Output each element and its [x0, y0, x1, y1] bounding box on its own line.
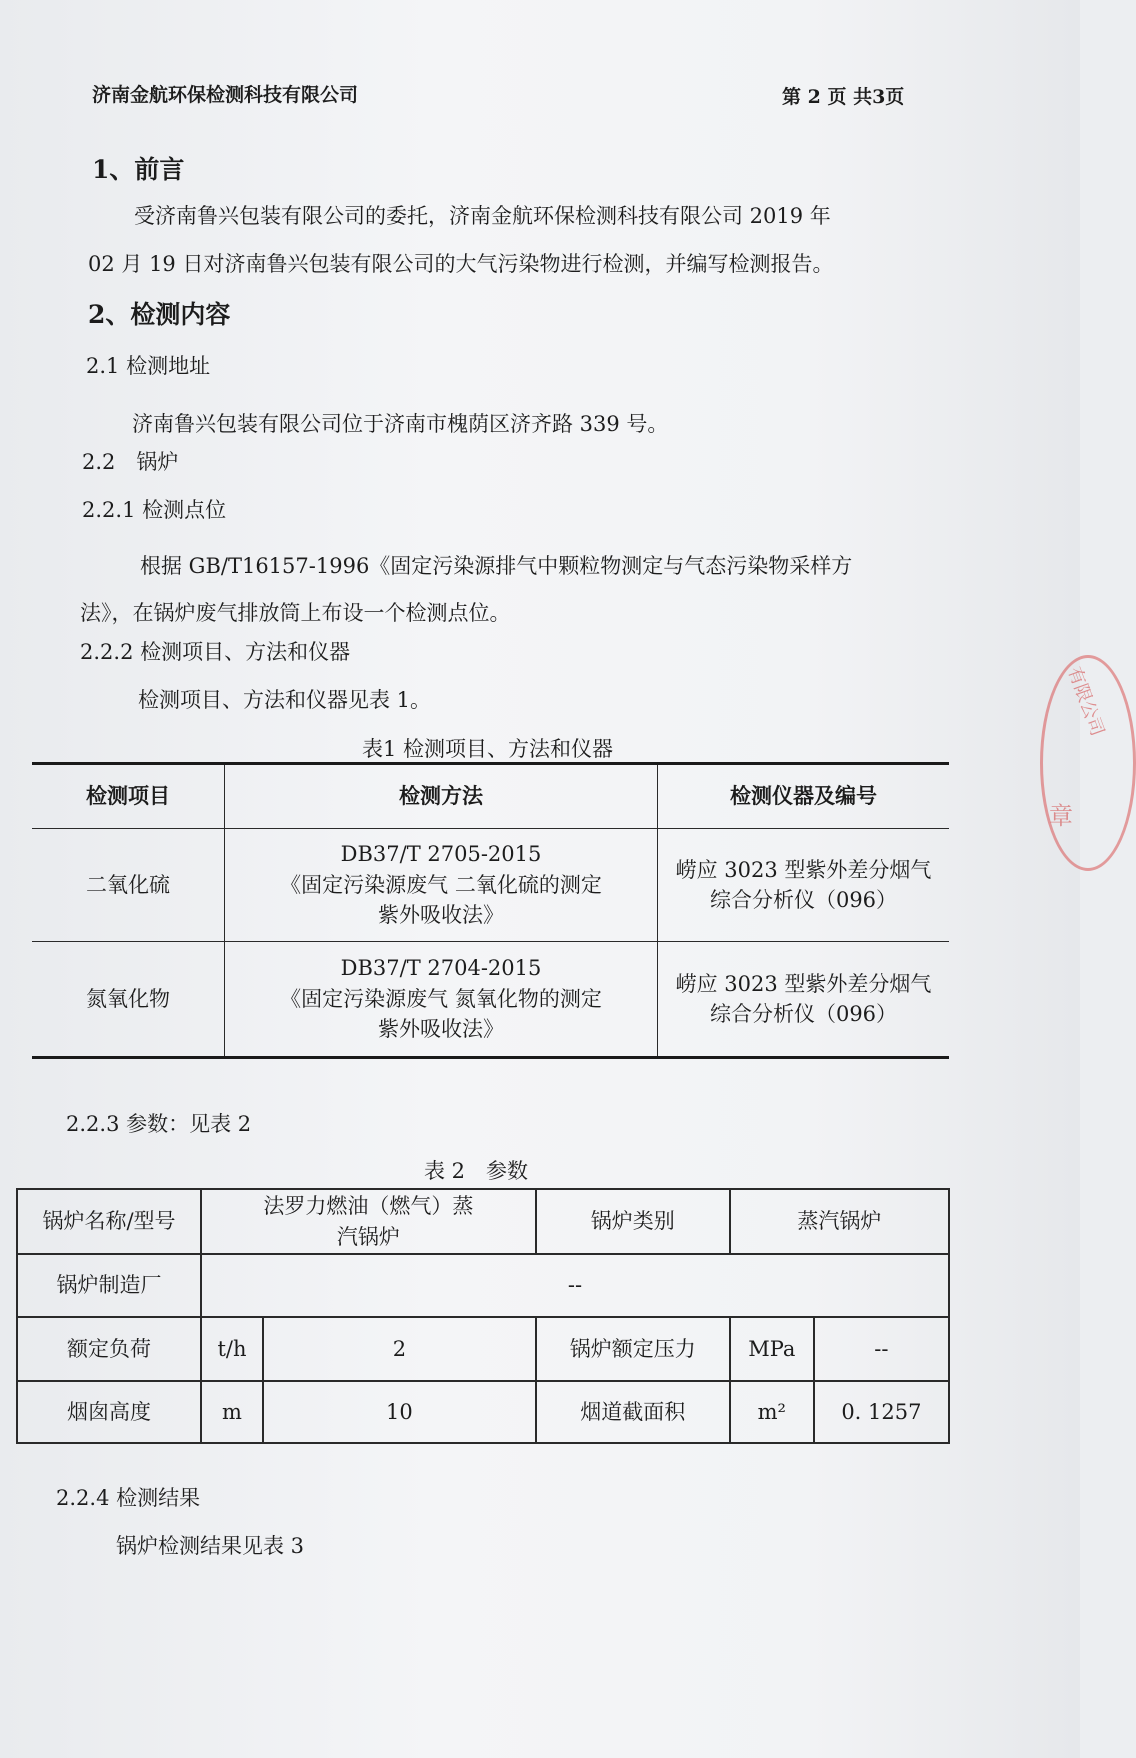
boiler-name-line-2: 汽锅炉: [336, 1224, 400, 1249]
section-2-2-1-title: 2.2.1 检测点位: [82, 498, 227, 522]
boiler-name-line-1: 法罗力燃油（燃气）蒸: [263, 1194, 474, 1219]
t1-instrument: [658, 942, 950, 1058]
method-name: 《固定污染源废气 氮氧化物的测定: [280, 986, 602, 1011]
t2-label-chimney-height: 烟囱高度: [17, 1381, 201, 1443]
t1-method: [225, 829, 658, 942]
t2-label-rated-load: 额定负荷: [17, 1317, 201, 1381]
instrument-line-1: 崂应 3023 型紫外差分烟气: [675, 857, 932, 882]
section-2-1-title: 2.1 检测地址: [86, 354, 211, 378]
t2-label-flue-area: 烟道截面积: [536, 1381, 730, 1443]
method-standard: DB37/T 2704-2015: [340, 956, 542, 981]
table-row: [17, 1381, 949, 1443]
table-row: [32, 942, 949, 1058]
t1-instrument: [658, 829, 950, 942]
t2-value-manufacturer: --: [201, 1254, 949, 1317]
table-row: [17, 1189, 949, 1254]
point-line-2: 法》，在锅炉废气排放筒上布设一个检测点位。: [80, 601, 511, 625]
company-header: 济南金航环保检测科技有限公司: [92, 84, 359, 106]
t1-header-item: 检测项目: [32, 764, 225, 829]
table-2: [16, 1188, 950, 1444]
table-row: [32, 829, 949, 942]
address-text: 济南鲁兴包装有限公司位于济南市槐荫区济齐路 339 号。: [132, 412, 669, 436]
table-row: [17, 1254, 949, 1317]
instrument-line-2: 综合分析仪（096）: [709, 888, 898, 912]
table-2-caption: 表 2 参数: [424, 1159, 529, 1183]
stamp-char: 章: [1049, 802, 1073, 830]
t2-label-boiler-type: 锅炉类别: [536, 1189, 730, 1254]
stamp-text: 有限公司: [1063, 664, 1108, 739]
t1-header-instrument: 检测仪器及编号: [658, 764, 950, 829]
t1-item: 氮氧化物: [32, 942, 225, 1058]
section-1-title: 1、前言: [92, 155, 185, 184]
t2-value-boiler-name: [201, 1189, 536, 1254]
method-name-2: 紫外吸收法》: [378, 1017, 504, 1042]
t2-unit-rated-load: t/h: [201, 1317, 263, 1381]
table-1: [32, 762, 949, 1059]
point-line-1: 根据 GB/T16157-1996《固定污染源排气中颗粒物测定与气态污染物采样方: [140, 554, 853, 578]
t2-value-rated-load: 2: [263, 1317, 536, 1381]
t2-unit-flue-area: m²: [730, 1381, 814, 1443]
section-2-2-title: 2.2 锅炉: [82, 450, 179, 474]
page-number: 第 2 页 共3页: [782, 86, 905, 108]
t2-value-rated-pressure: --: [814, 1317, 949, 1381]
section-2-title: 2、检测内容: [88, 300, 231, 329]
t2-unit-rated-pressure: MPa: [730, 1317, 814, 1381]
items-text: 检测项目、方法和仪器见表 1。: [138, 688, 432, 712]
t2-label-manufacturer: 锅炉制造厂: [17, 1254, 201, 1317]
instrument-line-2: 综合分析仪（096）: [709, 1002, 898, 1026]
section-2-2-4-title: 2.2.4 检测结果: [56, 1486, 201, 1510]
t2-value-flue-area: 0. 1257: [814, 1381, 949, 1443]
section-2-2-3-title: 2.2.3 参数：见表 2: [66, 1112, 252, 1136]
t2-label-rated-pressure: 锅炉额定压力: [536, 1317, 730, 1381]
red-seal-stamp: [1040, 655, 1136, 871]
t1-header-method: 检测方法: [225, 764, 658, 829]
t2-label-boiler-name: 锅炉名称/型号: [17, 1189, 201, 1254]
t1-item: 二氧化硫: [32, 829, 225, 942]
method-standard: DB37/T 2705-2015: [340, 842, 542, 867]
preface-line-1: 受济南鲁兴包装有限公司的委托，济南金航环保检测科技有限公司 2019 年: [134, 204, 831, 228]
section-2-2-2-title: 2.2.2 检测项目、方法和仪器: [80, 640, 351, 664]
t2-unit-chimney-height: m: [201, 1381, 263, 1443]
t2-value-boiler-type: 蒸汽锅炉: [730, 1189, 949, 1254]
instrument-line-1: 崂应 3023 型紫外差分烟气: [675, 971, 932, 996]
t1-method: [225, 942, 658, 1058]
method-name-2: 紫外吸收法》: [378, 903, 504, 928]
results-text: 锅炉检测结果见表 3: [116, 1534, 305, 1558]
preface-line-2: 02 月 19 日对济南鲁兴包装有限公司的大气污染物进行检测，并编写检测报告。: [88, 252, 834, 276]
t2-value-chimney-height: 10: [263, 1381, 536, 1443]
method-name: 《固定污染源废气 二氧化硫的测定: [280, 872, 602, 897]
table-1-caption: 表1 检测项目、方法和仪器: [362, 737, 614, 761]
table-row: [17, 1317, 949, 1381]
